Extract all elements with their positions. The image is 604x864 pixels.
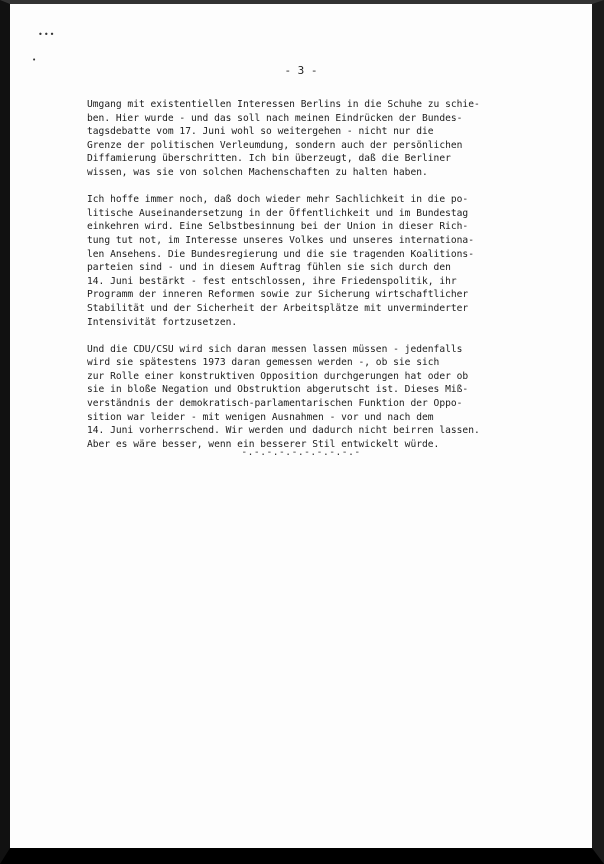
text-line: wissen, was sie von solchen Machenschaften zu halten haben. — [87, 166, 428, 178]
text-line: litische Auseinandersetzung in der Öffentlichkeit und im Bundestag — [87, 207, 469, 219]
text-line: wird sie spätestens 1973 daran gemessen werden -, ob sie sich — [87, 357, 440, 369]
end-divider: -.-.-.-.-.-.-.-.-.- — [241, 447, 361, 458]
paragraph — [87, 193, 577, 329]
text-line: 14. Juni bestärkt - fest entschlossen, ihre Friedenspolitik, ihr — [87, 275, 457, 287]
paragraph — [87, 343, 577, 452]
text-line: tung tut not, im Interesse unseres Volkes und unseres internationa- — [87, 234, 474, 246]
text-line: einkehren wird. Eine Selbstbesinnung bei der Union in dieser Rich- — [87, 221, 469, 233]
text-line: Aber es wäre besser, wenn ein besserer Stil entwickelt würde. — [87, 438, 440, 450]
text-line: 14. Juni vorherrschend. Wir werden und dadurch nicht beirren lassen. — [87, 425, 480, 437]
text-line: Grenze der politischen Verleumdung, sondern auch der persönlichen — [87, 139, 463, 151]
corner-mark: • — [32, 56, 37, 64]
text-line: Intensivität fortzusetzen. — [87, 316, 238, 328]
text-line: Programm der inneren Reformen sowie zur Sicherung wirtschaftlicher — [87, 289, 469, 301]
paragraph — [87, 98, 577, 180]
text-line: ben. Hier wurde - und das soll nach meinen Eindrücken der Bundes- — [87, 112, 463, 124]
body-text — [87, 98, 577, 465]
text-line: tagsdebatte vom 17. Juni wohl so weitergehen - nicht nur die — [87, 126, 434, 138]
text-line: verständnis der demokratisch-parlamentarischen Funktion der Oppo- — [87, 398, 463, 410]
text-line: zur Rolle einer konstruktiven Opposition durchgerungen hat oder ob — [87, 370, 469, 382]
text-line: Umgang mit existentiellen Interessen Berlins in die Schuhe zu schie- — [87, 99, 480, 110]
text-line: Diffamierung überschritten. Ich bin überzeugt, daß die Berliner — [87, 153, 451, 165]
corner-mark: ••• — [38, 30, 56, 39]
text-line: Und die CDU/CSU wird sich daran messen lassen müssen - jedenfalls — [87, 343, 463, 355]
document-page — [10, 4, 592, 848]
page-number: - 3 - — [284, 64, 318, 77]
text-line: Stabilität und der Sicherheit der Arbeitsplätze mit unverminderter — [87, 302, 469, 314]
text-line: parteien sind - und in diesem Auftrag fühlen sie sich durch den — [87, 262, 451, 274]
text-line: len Ansehens. Die Bundesregierung und die sie tragenden Koalitions- — [87, 248, 474, 260]
text-line: sie in bloße Negation und Obstruktion abgerutscht ist. Dieses Miß- — [87, 384, 469, 396]
text-line: sition war leider - mit wenigen Ausnahmen - vor und nach dem — [87, 411, 434, 423]
text-line: Ich hoffe immer noch, daß doch wieder mehr Sachlichkeit in die po- — [87, 194, 469, 206]
